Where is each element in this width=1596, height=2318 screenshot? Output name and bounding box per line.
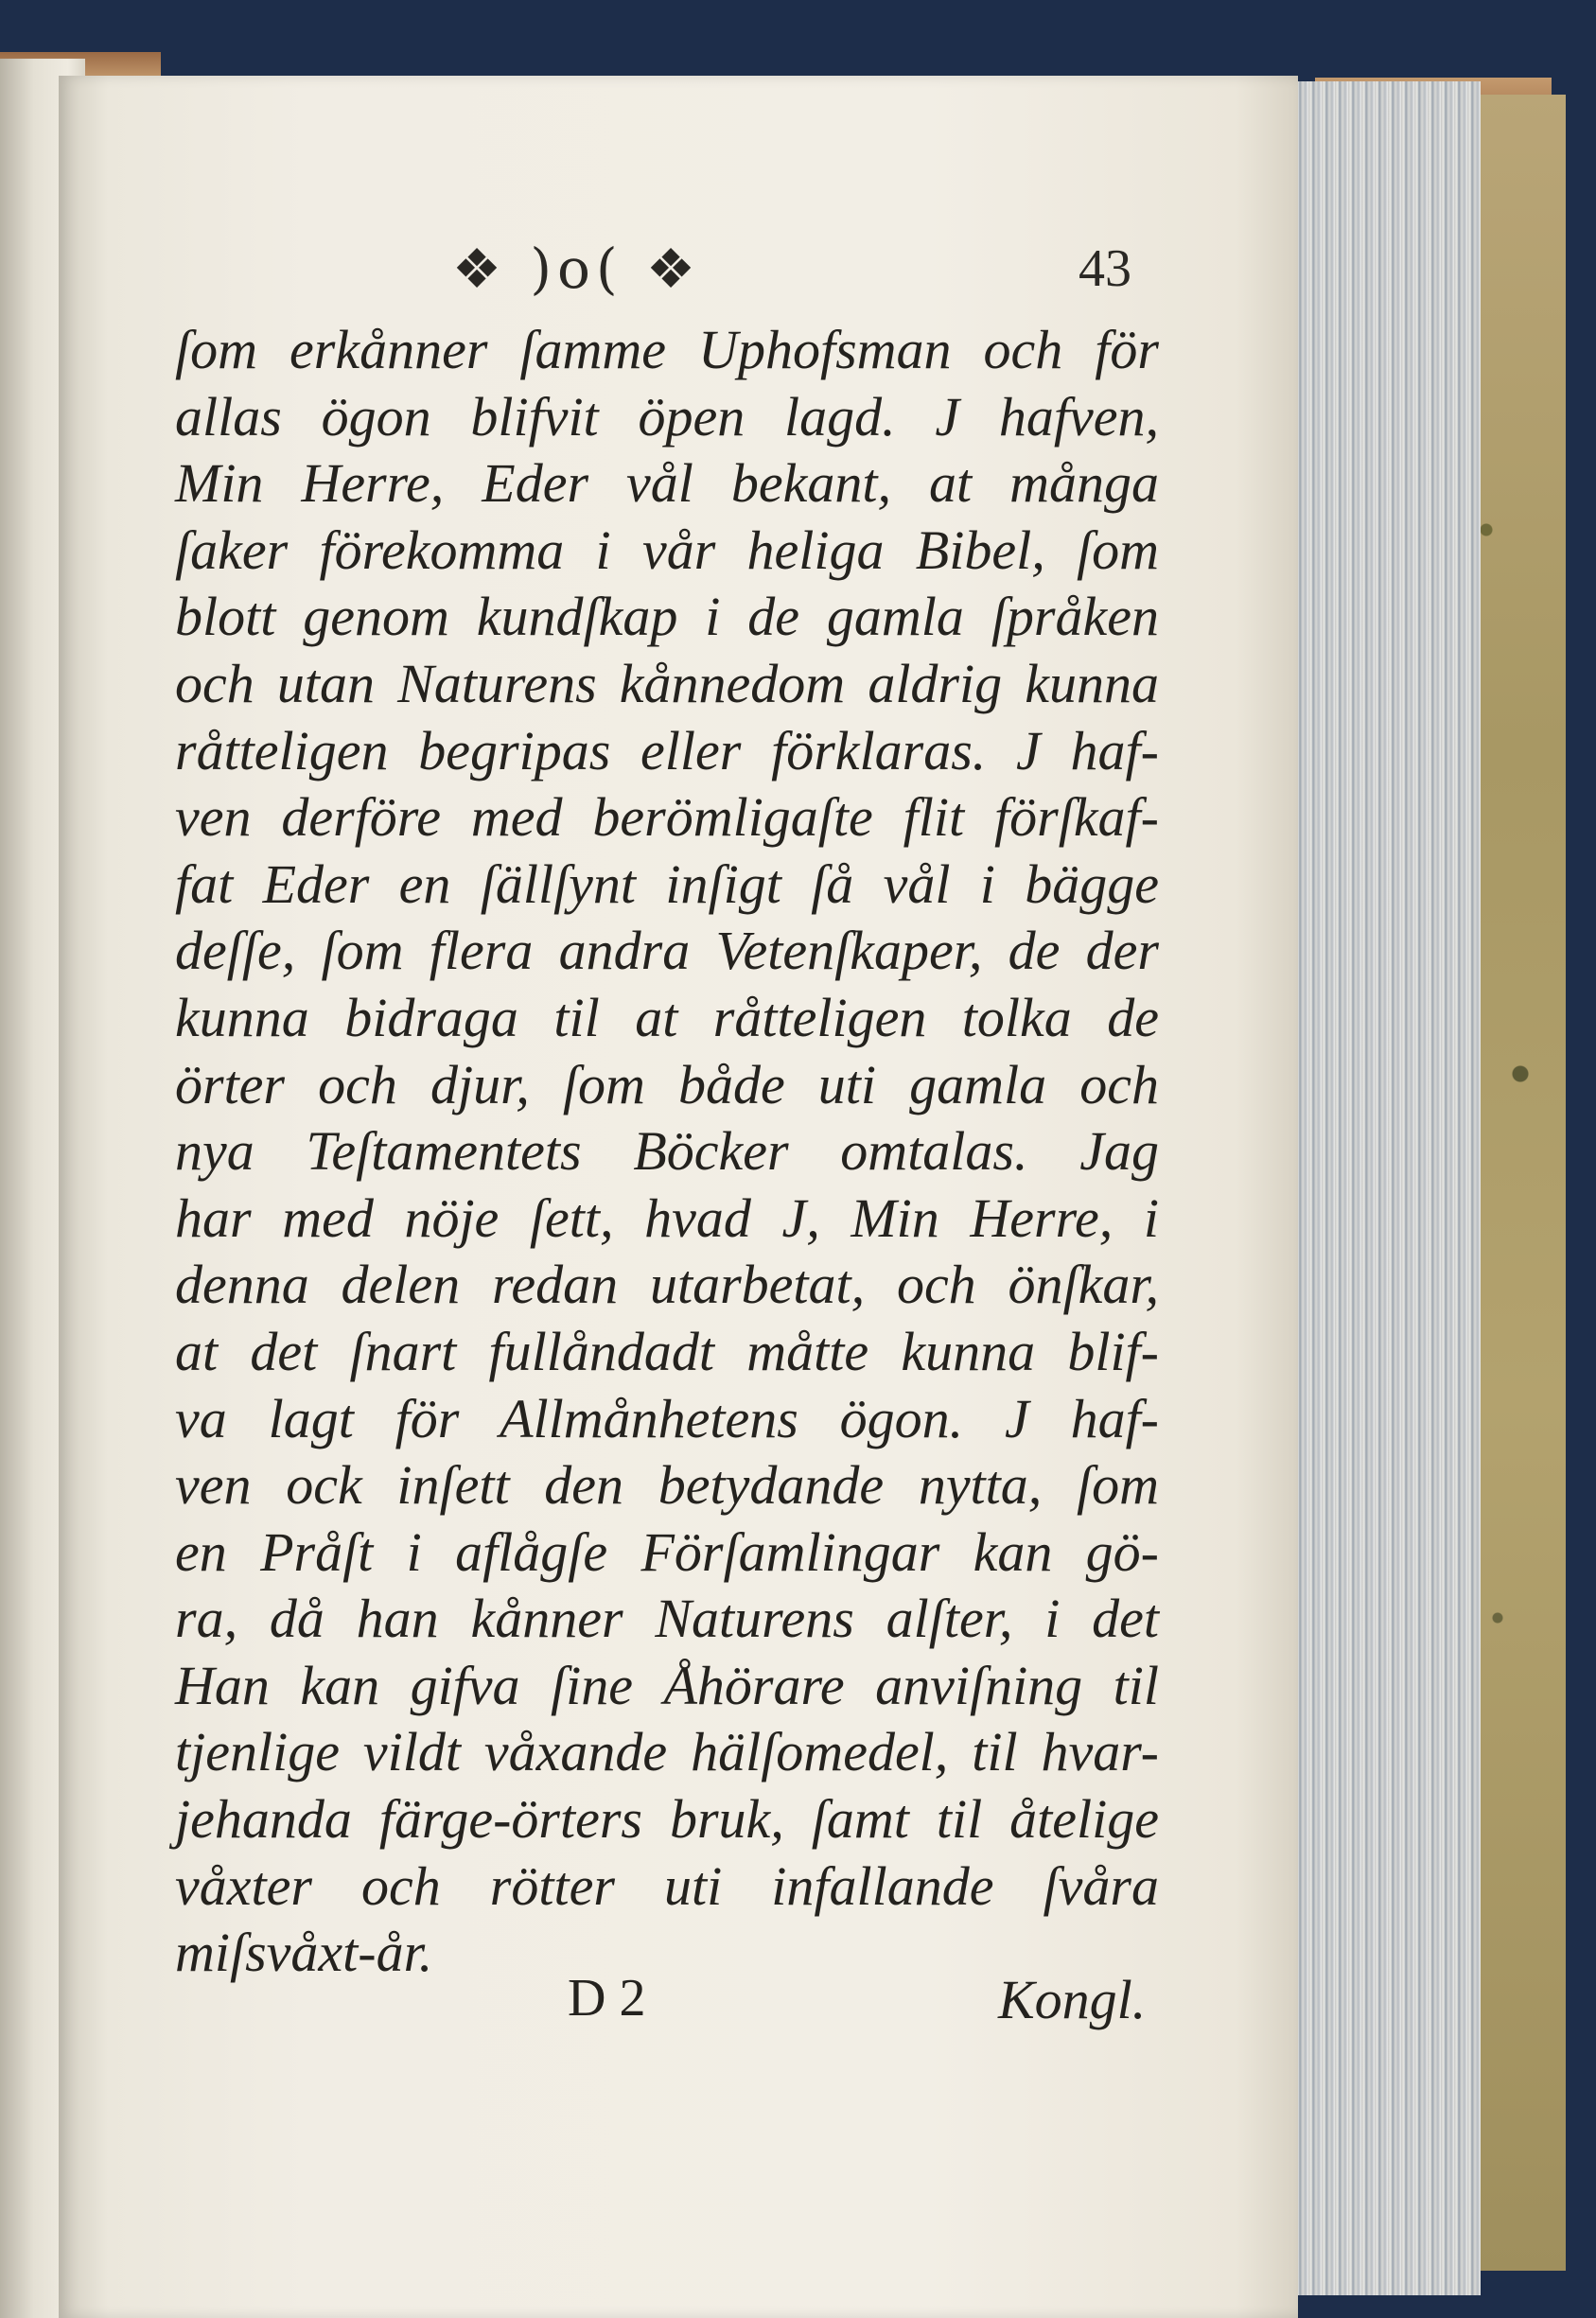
text-line: blott genom kundſkap i de gamla ſpråken [175, 586, 1159, 648]
text-line: miſsvåxt-år. [175, 1922, 433, 1984]
text-line: ven ock inſett den betydande nytta, ſom [175, 1454, 1159, 1517]
text-line: deſſe, ſom flera andra Vetenſkaper, de der [175, 920, 1159, 982]
text-line: råtteligen begripas eller förklaras. J haf- [175, 719, 1159, 781]
text-line: ra, då han kånner Naturens alſter, i det [175, 1588, 1159, 1650]
text-line: tjenlige vildt våxande hälſomedel, til hvar- [175, 1721, 1159, 1783]
text-line: örter och djur, ſom både uti gamla och [175, 1053, 1159, 1115]
text-line: kunna bidraga til at råtteligen tolka de [175, 986, 1159, 1048]
text-line: våxter och rötter uti infallande ſvåra [175, 1854, 1159, 1917]
header-ornament: ❖ )o( ❖ [452, 237, 702, 301]
page-stack-fore-edge [1282, 81, 1481, 2295]
text-line: nya Teſtamentets Böcker omtalas. Jag [175, 1120, 1159, 1183]
text-line: Han kan gifva ſine Åhörare anviſning til [175, 1654, 1159, 1716]
text-line: ſom erkånner ſamme Uphofsman och för [175, 319, 1159, 380]
text-line: at det ſnart fullåndadt måtte kunna blif- [175, 1320, 1159, 1382]
text-line: jehanda färge-örters bruk, ſamt til åtelige [175, 1788, 1159, 1851]
text-line: Min Herre, Eder vål bekant, at många [175, 452, 1159, 515]
text-line: allas ögon blifvit öpen lagd. J hafven, [175, 385, 1159, 448]
signature-mark: D 2 [568, 1969, 646, 2028]
text-line: och utan Naturens kånnedom aldrig kunna [175, 652, 1159, 714]
text-line: en Pråſt i aflågſe Förſamlingar kan gö- [175, 1520, 1159, 1583]
text-line: har med nöje ſett, hvad J, Min Herre, i [175, 1186, 1159, 1249]
text-line: denna delen redan utarbetat, och önſkar, [175, 1254, 1159, 1316]
text-line: fat Eder en ſällſynt inſigt ſå vål i bägge [175, 852, 1159, 915]
page-body-text [175, 317, 1159, 1987]
text-line: va lagt för Allmånhetens ögon. J haf- [175, 1387, 1159, 1449]
catchword: Kongl. [998, 1969, 1147, 2030]
text-line: ven derföre med berömligaſte flit förſkaf- [175, 786, 1159, 849]
page-number: 43 [1079, 239, 1131, 298]
text-line: ſaker förekomma i vår heliga Bibel, ſom [175, 518, 1159, 581]
